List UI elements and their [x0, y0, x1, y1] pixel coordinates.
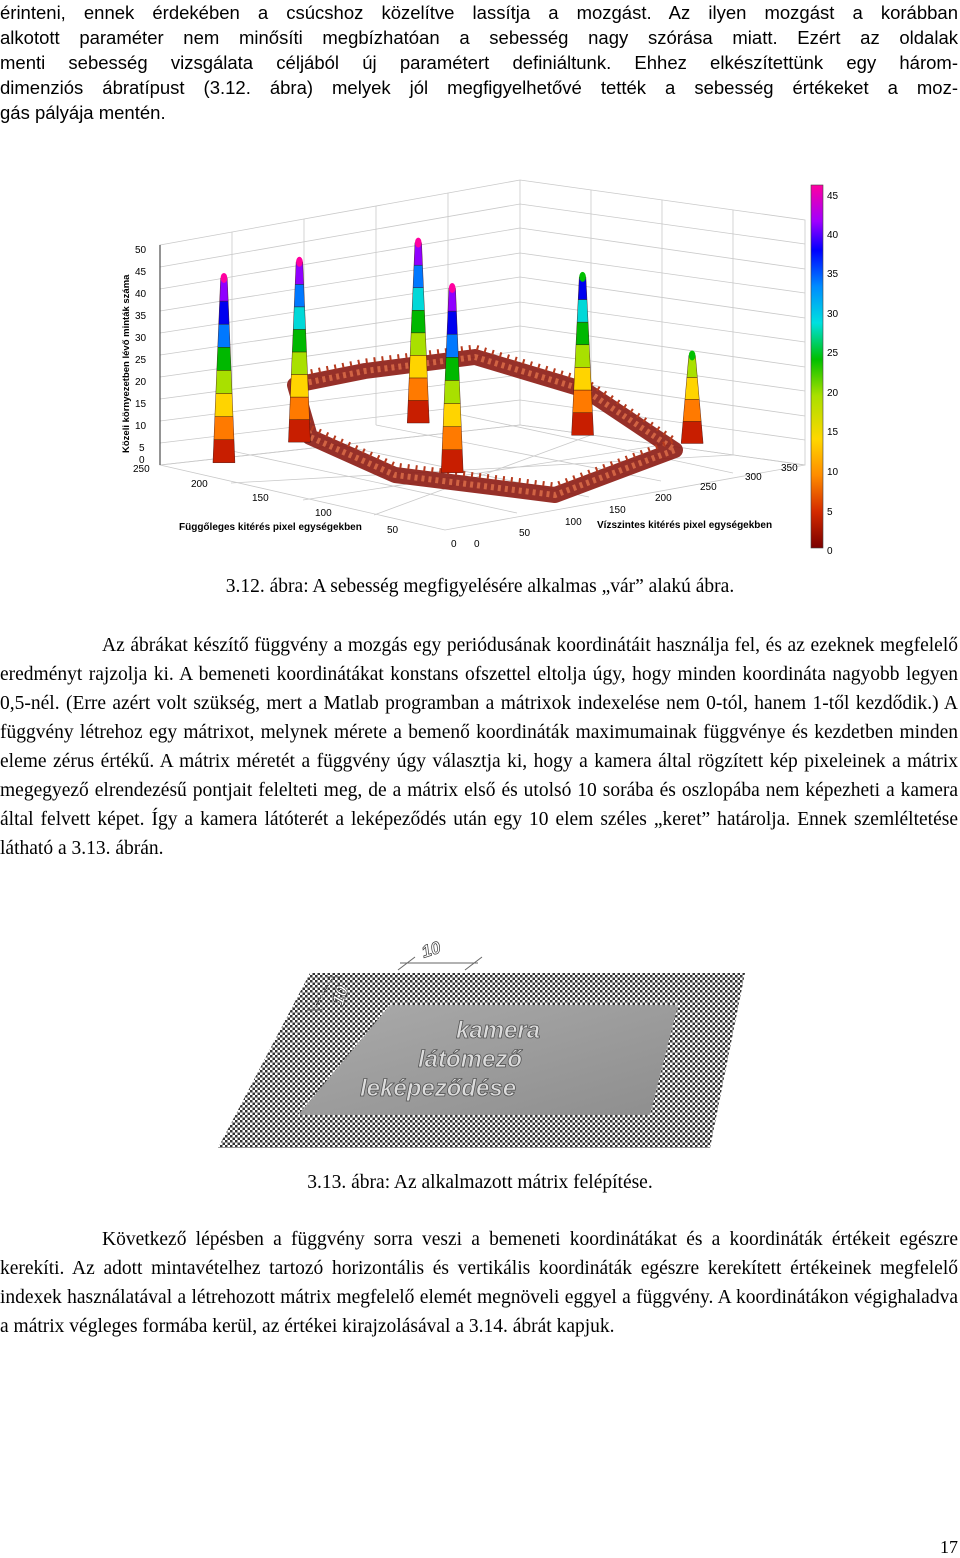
- peak-segment: [290, 375, 308, 398]
- z-tick: 20: [135, 377, 147, 388]
- x-tick: 150: [609, 505, 626, 516]
- intro-line: érinteni, ennek érdekében a csúcshoz közelítve lassítja a mozgást. Az ilyen mozgást a korábban: [0, 2, 958, 23]
- dimension-label-left: 10: [328, 983, 353, 1008]
- peak-segment: [217, 347, 231, 370]
- peak-segment: [408, 378, 428, 401]
- paragraph-text: Az ábrákat készítő függvény a mozgás egy periódusának koordinátáit használja fel, és az ezeknek megfelelő eredményt rajzolja ki. A bemeneti koordinátákat konstans ofszettel eltolja úgy, hogy minden koordináta nagyobb legyen 0,5-nél. (Erre azért volt szükség, mert a Matlab programban a mátrixok indexelése nem 0-tól, hanem 1-től kezdődik.) A függvény létrehoz egy mátrixot, melynek mérete a bemenő koordináták maximumainak függvénye és kezdetben minden eleme zérus értékű. A mátrix méretét a függvény úgy választja ki, hogy a kamera által rögzített kép pixeleinek a mátrix megegyező elrendezésű pontjait felelteti meg, de a mátrix első és utolsó 10 sorába és oszlopába nem képezheti a kamera által felvett képet. Így a kamera látóterét a leképeződés után egy 10 elem széles „keret” határolja. Ennek szemléltetése látható a 3.13. ábrán.: [0, 635, 958, 859]
- inner-label-line: kamera: [456, 1017, 541, 1044]
- peak-segment: [681, 421, 703, 443]
- figure-caption-3-12: 3.12. ábra: A sebesség megfigyelésére alkalmas „vár” alakú ábra.: [225, 576, 735, 597]
- peak-segment: [213, 440, 235, 463]
- y-tick: 0: [451, 539, 457, 550]
- intro-paragraph: [0, 0, 958, 125]
- peak-top: [296, 257, 303, 267]
- peak-segment: [577, 300, 588, 323]
- x-tick: 0: [474, 539, 480, 550]
- peak-segment: [441, 450, 463, 473]
- peak-segment: [572, 413, 594, 436]
- peak-segment: [447, 311, 457, 334]
- inner-label-line: látómező: [418, 1046, 523, 1073]
- z-tick: 5: [139, 443, 145, 454]
- y-tick: 200: [191, 479, 208, 490]
- matrix-structure-figure: [210, 935, 750, 1155]
- y-axis-label: Függőleges kitérés pixel egységekben: [179, 522, 362, 533]
- z-tick: 25: [135, 355, 147, 366]
- colorbar-tick: 25: [827, 348, 839, 359]
- x-tick: 100: [565, 517, 582, 528]
- peak-segment: [412, 288, 424, 311]
- peak-segment: [410, 333, 426, 356]
- x-axis-label: Vízszintes kitérés pixel egységekben: [597, 520, 773, 531]
- colorbar-tick: 15: [827, 427, 839, 438]
- intro-line: dimenziós ábratípust (3.12. ábra) melyek jól megfigyelhetővé tették a sebesség értékeket a moz-: [0, 77, 958, 98]
- x-tick: 200: [655, 493, 672, 504]
- colorbar-ticks: [827, 191, 839, 557]
- castle-walls: [295, 347, 675, 495]
- z-tick: 40: [135, 289, 147, 300]
- peak-top: [579, 272, 586, 282]
- peak-segment: [409, 355, 427, 378]
- colorbar-tick: 35: [827, 269, 839, 280]
- peak-segment: [576, 322, 589, 345]
- inner-label-line: leképeződése: [360, 1075, 517, 1102]
- colorbar-tick: 0: [827, 546, 833, 557]
- z-tick: 45: [135, 267, 147, 278]
- peak-segment: [413, 265, 423, 288]
- peak-segment: [575, 345, 590, 368]
- y-tick: 150: [252, 493, 269, 504]
- peak-segment: [445, 357, 459, 380]
- peak-segment: [294, 284, 304, 307]
- peak-segment: [574, 367, 592, 390]
- peak-segment: [291, 352, 307, 375]
- z-tick: 10: [135, 421, 147, 432]
- z-tick: 0: [139, 455, 145, 466]
- paragraph-3: [0, 1225, 958, 1341]
- y-tick: 250: [133, 464, 150, 475]
- y-tick: 100: [315, 508, 332, 519]
- y-tick: 50: [387, 525, 399, 536]
- colorbar-tick: 45: [827, 191, 839, 202]
- colorbar-tick: 40: [827, 230, 839, 241]
- colorbar: [811, 185, 823, 548]
- peak-top: [689, 350, 696, 360]
- peak-segment: [442, 427, 462, 450]
- peak-segment: [218, 324, 230, 347]
- peaks-group: [213, 238, 703, 473]
- peak-segment: [411, 310, 425, 333]
- peak-segment: [573, 390, 593, 413]
- peak-segment: [446, 334, 458, 357]
- z-axis: [121, 245, 160, 466]
- peak-top: [415, 238, 422, 248]
- intro-line: gás pályája mentén.: [0, 102, 166, 123]
- colorbar-tick: 30: [827, 309, 839, 320]
- colorbar-tick: 10: [827, 467, 839, 478]
- z-tick: 50: [135, 245, 147, 256]
- paragraph-2: [0, 631, 958, 863]
- peak-segment: [293, 307, 305, 330]
- z-tick: 35: [135, 311, 147, 322]
- colorbar-tick: 20: [827, 388, 839, 399]
- peak-segment: [216, 370, 232, 393]
- peak-segment: [683, 399, 701, 421]
- peak-segment: [292, 329, 306, 352]
- peak-segment: [288, 420, 310, 443]
- peak-segment: [444, 380, 460, 403]
- paragraph-text: Következő lépésben a függvény sorra veszi a bemeneti koordinátákat és a koordináták értékeit egészre kerekíti. Az adott mintavételhez tartozó horizontális és vertikális koordináták egészre kerekített értékeinek megfelelő indexek használatával a létrehozott mátrix megfelelő elemét megnöveli eggyel a függvény. A koordinátákon végighaladva a mátrix végleges formába kerül, az értékei kirajzolásával a 3.14. ábrát kapjuk.: [0, 1229, 958, 1337]
- intro-line: alkotott paraméter nem minősíti megbízhatóan a sebesség nagy szórása miatt. Ezért az oldalak: [0, 27, 958, 48]
- page-number: 17: [940, 1537, 958, 1557]
- peak-top: [221, 273, 228, 283]
- peak-segment: [214, 417, 234, 440]
- peak-segment: [443, 404, 461, 427]
- peak-top: [449, 283, 456, 293]
- x-tick: 250: [700, 482, 717, 493]
- peak-segment: [685, 377, 699, 399]
- castle-surface-figure: [115, 175, 855, 560]
- x-tick: 350: [781, 463, 798, 474]
- dimension-label-top: 10: [419, 937, 443, 962]
- intro-line: menti sebesség vizsgálata céljából új paramétert definiáltunk. Ehhez elkészítettünk egy három-: [0, 52, 958, 73]
- peak-segment: [407, 400, 429, 423]
- colorbar-tick: 5: [827, 507, 833, 518]
- z-axis-label: Közeli környezetben lévő minták száma: [121, 274, 132, 453]
- peak-segment: [215, 393, 233, 416]
- x-tick: 300: [745, 472, 762, 483]
- peak-segment: [289, 397, 309, 420]
- x-tick: 50: [519, 528, 531, 539]
- z-tick: 15: [135, 399, 147, 410]
- figure-caption-3-13: 3.13. ábra: Az alkalmazott mátrix felépítése.: [307, 1172, 653, 1193]
- z-tick: 30: [135, 333, 147, 344]
- peak-segment: [219, 301, 229, 324]
